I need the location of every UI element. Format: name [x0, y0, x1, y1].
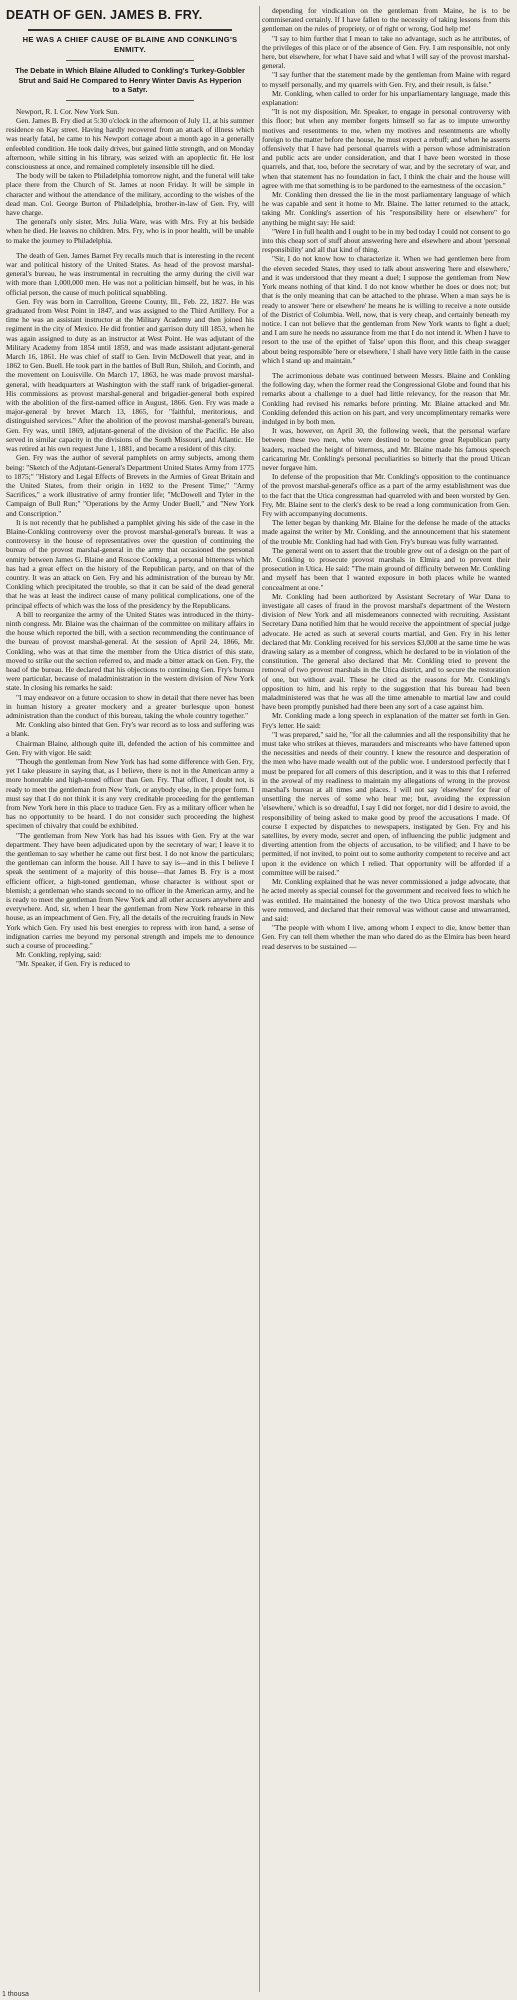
paragraph: Chairman Blaine, although quite ill, defended the action of his committee and Gen. Fry with vigor. He said: [6, 738, 254, 757]
left-column [6, 6, 254, 1992]
paragraph: Mr. Conkling had been authorized by Assistant Secretary of War Dana to investigate all cases of fraud in the provost marshal's department of the Western division of New York and all misdemeanors connected with recruiting. Assistant Secretary Dana notified him that he would receive the appointment of special judge advocate. He acted as such at several courts martial, and Gen. Fry in his letter declared that Mr. Conkling received for his services $3,000 at the same time he was drawing salary as a member of congress, which he declared to be in violation of the constitution. The general also declared that Mr. Conkling tried to prevent the removal of two provost marshals in the Utica district, and to secure the restoration of one, but without avail. These he cited as the reasons for Mr. Conkling's opposition to him, and his reply to the suggestion that his bureau had been maladministered was that he was all the time amenable to martial law and could have been promptly punished had there been any sort of a case against him. [262, 591, 510, 712]
left-body [6, 116, 254, 969]
headline-rule [28, 29, 232, 31]
paragraph: Gen. Fry was the author of several pamphlets on army subjects, among them being: "Sketch of the Adjutant-General's Department United States Army from 1775 to 1875;" "History and Legal Effects of Brevets in the Armies of Great Britain and the United States, from their origin in 1692 to the Present Time;" "Army Sacrifices," a work illustrative of army frontier life; "McDowell and Tyler in the Campaign of Bull Run;" "Operations by the Army Under Buell," and "New York and Conscription." [6, 453, 254, 518]
paragraph: It was, however, on April 30, the following week, that the personal warfare between these two men, who were destined to become great Republican party leaders, reached the height of bitterness, and Mr. Blaine made his famous speech caricaturing Mr. Conkling's personal peculiarities so bitterly that the proud Utican never forgave him. [262, 426, 510, 472]
dateline: Newport, R. I. Cor. New York Sun. [16, 106, 120, 116]
paragraph: "Sir, I do not know how to characterize it. When we had gentlemen here from the eleven seceded States, they used to talk about answering 'here and elsewhere,' and it was understood that they meant a duel; I suppose the gentleman from New York means nothing of that kind. I do not know whether he does or does not; but that is the only meaning that can be attached to the phrase. When a man says he is ready to answer 'here or elsewhere' he means he is willing to receive a note outside of the District of Columbia. Well, now, that is very cheap, and certainly beneath my notice. I can not believe that the gentleman from New York wants to fight a duel; and I am sure he needs no assurance from me that I do not intend it. When I have to resort to the use of the epithet of 'false' upon this floor, and this cheap swagger about being responsible 'here or elsewhere,' I shall have very little faith in the cause which I stand up and maintain." [262, 254, 510, 365]
paragraph: The death of Gen. James Barnet Fry recalls much that is interesting in the recent war and political history of the United States. As head of the provost marshal-general's bureau, he was instrumental in recruiting the army during the civil war with more than 1,000,000 men. He was not a politician himself, but he was, in his official person, the cause of much political squabbling. [6, 250, 254, 297]
paragraph: depending for vindication on the gentleman from Maine, he is to be commiserated certainly. If I have fallen to the necessity of taking lessons from this gentleman on the rules of propriety, or of right or wrong, God help me! [262, 6, 510, 34]
paragraph: "Were I in full health and I ought to be in my bed today I could not consent to go into this cheap sort of stuff about answering here and elsewhere and about 'personal responsibility' and all that kind of thing. [262, 226, 510, 255]
paragraph: It is not recently that he published a pamphlet giving his side of the case in the Blaine-Conkling controversy over the provost marshal-general's bureau. It was a controversy in the house of representatives over the question of continuing the bureau of the provost marshal-general in the army that occasioned the personal enmity between James G. Blaine and Roscoe Conkling, a personal bitterness which has had a great effect on the history of the Republican party, and on that of the country. It was an attack on Gen. Fry and his administration of the bureau by Mr. Conkling which precipitated the trouble, so that it can be said of the dead general that he was at least the indirect cause of many political complications, one of the principal effects of which was the loss of the presidency by the Republicans. [6, 517, 254, 610]
paragraph: The general went on to assert that the trouble grew out of a design on the part of Mr. Conkling to prosecute provost marshals in Elmira and to prevent their prosecution in Utica. He said: "The main ground of difficulty between Mr. Conkling and myself has been that I wanted exposure in both places while he wanted concealment at one." [262, 545, 510, 592]
deck: The Debate in Which Blaine Alluded to Conkling's Turkey-Gobbler Strut and Said He Compared to Henry Winter Davis As Hyperion to a Satyr. [15, 66, 245, 95]
paragraph: The body will be taken to Philadelphia tomorrow night, and the funeral will take place there from the Church of St. James at noon Friday. It will be simple in character and without the attendance of the military, according to the wishes of the dead man. Col. George Burton of Philadelphia, brother-in-law of Gen. Fry, will have charge. [6, 171, 254, 218]
column-rule [259, 6, 260, 1992]
paragraph: "I say to him further that I mean to take no advantage, such as he attributes, of the privileges of this place or of the absence of Gen. Fry. I am responsible, not only here, but elsewhere, for what I have said and what I will say of the provost marshal-general. [262, 33, 510, 71]
paragraph: Mr. Conkling, replying, said: [16, 950, 102, 960]
right-body [262, 6, 510, 951]
paragraph: The acrimonious debate was continued between Messrs. Blaine and Conkling the following day, when the former read the Congressional Globe and found that his remarks about a challenge to a duel had little relevancy, for the reason that Mr. Conkling had revised his remarks before printing. Mr. Blaine attacked and Mr. Conkling defended this action on his part, and very uncomplimentary remarks were indulged in by both men. [262, 370, 510, 426]
deck-rule [66, 100, 194, 101]
right-column [262, 6, 510, 1992]
paragraph: Gen. James B. Fry died at 5:30 o'clock in the afternoon of July 11, at his summer residence on Kay street. Having hardly recovered from an attack of illness which was nearly fatal, he came to his Newport cottage about a month ago in a generally enfeebled condition. He took daily drives, but gained little strength, and on Monday afternoon, while sitting in his library, was seized with an apoplectic fit. He lost consciousness at once, and remained completely insensible till he died. [6, 115, 254, 171]
subhead-rule [66, 60, 194, 61]
paragraph: Gen. Fry was born in Carrollton, Greene County, Ill., Feb. 22, 1827. He was graduated from West Point in 1847, and was assigned to the Third Artillery. For a time he was an assistant instructor at the Military Academy and then joined his regiment in the city of Mexico. He did frontier and garrison duty till 1853, when he was again assigned to duty as an instructor at West Point. He was adjutant of the Military Academy from 1854 until 1859, and was made assistant adjutant-general March 16, 1861. He was chief of staff to Gen. Irvin McDowell that year, and in 1862 to Gen. Buell. He took part in the battles of Bull Run, Shiloh, and Corinth, and the movement on Louisville. On March 17, 1863, he was made provost marshal-general, with headquarters at Washington with the staff rank of brigadier-general. His commissions as provost marshal-general and brigadier-general both expired with the abolition of the first-named office in August, 1866. Gen. Fry was made a major-general by brevet March 13, 1865, for "faithful, meritorious, and distinguished services." After the abolition of the provost marshal-general's bureau, Gen. Fry was, until 1869, adjutant-general of the division of the Pacific. He also served in similar capacity in the divisions of the South Missouri, and Atlantic. He was retired at his own request June 1, 1881, and became a resident of this city. [6, 296, 254, 454]
paragraph: "It is not my disposition, Mr. Speaker, to engage in personal controversy with this floor; but when any member forgets himself so far as to impute unworthy motives and resentments to me, when my motives and resentments are wholly foreign to the matter before the house, he must expect a rebuff; and when he asserts offensively that I have had personal quarrels with a person whose administration and public acts are under consideration, and that I have been worsted in those quarrels, and that, too, before the secretary of war, and by the secretary of war, and when that statement has no foundation in fact, I think the chair and the house will agree with me that something is to be pardoned to the earnestness of the occasion." [262, 107, 510, 190]
paragraph: "I may endeavor on a future occasion to show in detail that there never has been in human history a greater mockery and a greater burlesque upon honest administration than the conduct of this bureau, taking the whole country together." [6, 692, 254, 720]
paragraph: The letter began by thanking Mr. Blaine for the defense he made of the attacks made against the writer by Mr. Conkling, and the announcement that his statement of the trouble Mr. Conkling had had with Gen. Fry's bureau was fully warranted. [262, 518, 510, 546]
article-columns [6, 6, 511, 1992]
footer-mark: 1 thousa [2, 1991, 29, 1998]
paragraph: Mr. Conkling made a long speech in explanation of the matter set forth in Gen. Fry's letter. He said: [262, 711, 510, 730]
paragraph: "I say further that the statement made by the gentleman from Maine with regard to myself personally, and my quarrels with Gen. Fry, and their result, is false." [262, 70, 510, 89]
paragraph: "Though the gentleman from New York has had some difference with Gen. Fry, yet I take pleasure in saying that, as I believe, there is not in the American army a more honorable and high-toned officer than Gen. Fry. That officer, I doubt not, is ready to meet the gentleman from New York, or anybody else, in the proper form. I must say that I do not think it is any very creditable proceeding for the gentleman from New York here in this place to traduce Gen. Fry as a military officer when he has no opportunity to be heard. I do not consider such proceeding the highest specimen of chivalry that could be exhibited. [6, 757, 254, 831]
paragraph: "The people with whom I live, among whom I expect to die, know better than Gen. Fry can tell them whether the man who dared do as the Elmira has been heard read deserves to be sustained — [262, 923, 510, 951]
paragraph: The general's only sister, Mrs. Julia Ware, was with Mrs. Fry at his bedside when he died. He leaves no children. Mrs. Fry, who is in poor health, will be unable to make the journey to Philadelphia. [6, 217, 254, 245]
paragraph: A bill to reorganize the army of the United States was introduced in the thirty-ninth congress. Mr. Blaine was the chairman of the committee on military affairs in the house which reported the bill, with a section recommending the continuance of the bureau of provost marshal-general. At the session of April 24, 1866, Mr. Conkling, who was at that time the member from the Utica district of this state, moved to strike out the section referred to, and made a bitter attack on Gen. Fry, the head of the bureau. He declared that his objections to continuing Gen. Fry's bureau were particular, because of maladministration in the western division of New York state. In closing his remarks he said: [6, 609, 254, 693]
paragraph: Mr. Conkling, when called to order for his unparliamentary language, made this explanation: [262, 88, 510, 108]
paragraph: Mr. Conkling then dressed the lie in the most parliamentary language of which he was capable and sent it home to Mr. Blaine. The latter returned to the attack, taking Mr. Conkling's assertion of his "responsibility here or elsewhere" for anything he might say: He said: [262, 190, 510, 227]
paragraph: "The gentleman from New York has had his issues with Gen. Fry at the war department. They have been adjudicated upon by the secretary of war; I leave it to the gentleman to say whether he came out first best. I do not know the particulars; the gentleman can inform the house. All I have to say is—and in this I believe I speak the sentiment of a majority of this house—that James B. Fry is a most efficient officer, a high-toned gentleman, whose character is without spot or blemish; a gentleman who stands second to no officer in the American army, and he is ready to meet the gentleman from New York and all other accusers anywhere and everywhere. And, sir, when I hear the gentleman from New York rehearse in this house, as an impeachment of Gen. Fry, all the details of the recruiting frauds in New York which Gen. Fry used his best energies to repress with iron hand, a sense of indignation carries me beyond my personal strength and impels me to denounce such a course of proceeding." [6, 830, 254, 951]
paragraph: Mr. Conkling also hinted that Gen. Fry's war record as to loss and suffering was a blank. [6, 720, 254, 739]
paragraph: Mr. Conkling explained that he was never commissioned a judge advocate, that he acted merely as special counsel for the government and received fees to which he was entitled. He maintained the honesty of the two Utica provost marshals who were removed, and declared that their removal was without cause and unwarranted, and said: [262, 877, 510, 923]
paragraph: In defense of the proposition that Mr. Conkling's opposition to the continuance of the provost marshal-general's office as a part of the army establishment was due to the fact that the Utica congressman had quarreled with and been worsted by Gen. Fry, Mr. Blaine sent to the clerk's desk to be read a long communication from Gen. Fry with accompanying documents. [262, 472, 510, 518]
paragraph: "Mr. Speaker, if Gen. Fry is reduced to [16, 959, 131, 969]
subhead: HE WAS A CHIEF CAUSE OF BLAINE AND CONKLING'S ENMITY. [22, 35, 238, 54]
paragraph: "I was prepared," said he, "for all the calumnies and all the responsibility that he must take who strikes at thieves, marauders and miscreants who have fattened upon the necessities and needs of their country. I knew the resource and desperation of the men who have made wealth out of the public woe. I understood perfectly that I must be prepared for all comers of this description, and it was to this that I referred in the avowal of my readiness to maintain my allegations of wrong in the provost marshal's bureau at all times and places. I will not say 'elsewhere' for fear of unsettling the nerves of some who hear me; but, avoiding the expression 'elsewhere,' which is so dreadful, I say I did not forget, nor did I desire to avoid, the responsibility of being asked to make good by proof the accusations I made. Of course I expected by dispatches to newspapers, instigated by Gen. Fry and his satellites, by every mode, secret and open, of influencing the public judgment and diverting attention from the objects of accusation, to be vilified; and I have to be permitted, if not invited, to point out to some authority competent to receive and act upon it the evidence on which I relied. That opportunity will be afforded if a committee will be raised." [262, 729, 510, 877]
headline: DEATH OF GEN. JAMES B. FRY. [6, 8, 203, 22]
